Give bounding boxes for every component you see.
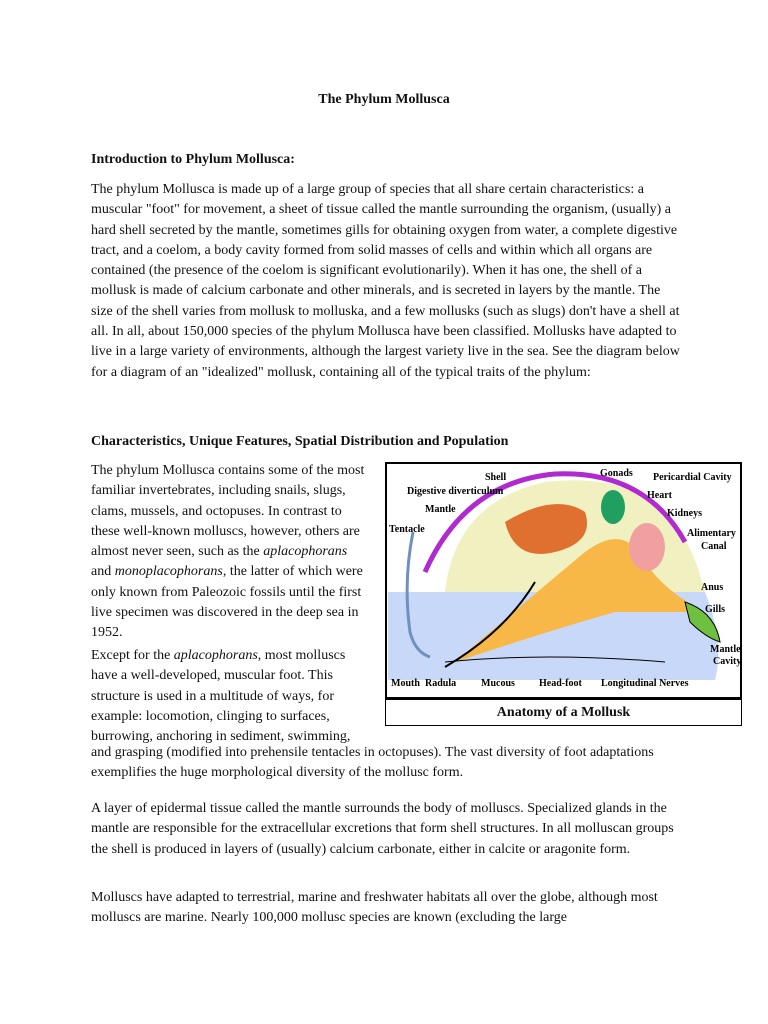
kidney-shape: [629, 523, 665, 571]
label-radula: Radula: [425, 678, 457, 689]
label-gills: Gills: [705, 604, 726, 615]
label-shell: Shell: [485, 472, 507, 483]
label-gonads: Gonads: [600, 468, 633, 479]
label-digestive-diverticulum: Digestive diverticulum: [407, 486, 504, 497]
heart-shape: [601, 490, 625, 524]
mollusk-anatomy-svg: [385, 462, 742, 699]
mantle-paragraph: A layer of epidermal tissue called the mantle surrounds the body of molluscs. Specialized glands in the mantle are responsible for the extracellular excretions that form shell structures. In all molluscan groups the shell is produced in layers of (usually) calcium carbonate, either in calcite or aragonite form.: [91, 801, 674, 857]
label-tentacle: Tentacle: [389, 524, 425, 535]
intro-heading: Introduction to Phylum Mollusca:: [91, 152, 295, 167]
label-mouth: Mouth: [391, 678, 420, 689]
intro-paragraph: The phylum Mollusca is made up of a large group of species that all share certain characteristics: a muscular "foot" for movement, a sheet of tissue called the mantle surrounding the organism, (usually) a hard shell secreted by the mantle, sometimes gills for obtaining oxygen from water, a complete digestive tract, and a coelom, a body cavity formed from solid masses of cells and within which all organs are contained (the presence of the coelom is significant evolutionarily). When it has one, the shell of a mollusk is made of calcium carbonate and other minerals, and is secreted in layers by the mantle. The size of the shell varies from mollusk to molluska, and a few mollusks (such as slugs) don't have a shell at all. In all, about 150,000 species of the phylum Mollusca have been classified. Mollusks have adapted to live in a large variety of environments, although the largest variety live in the sea. See the diagram below for a diagram of an "idealized" mollusk, containing all of the typical traits of the phylum:: [91, 182, 680, 380]
characteristics-paragraph-1: The phylum Mollusca contains some of the most familiar invertebrates, including snails, slugs, clams, mussels, and octopuses. In contrast to these well-known molluscs, however, others are almost never seen, such as the aplacophorans and monoplacophorans, the latter of which were only known from Paleozoic fossils until the first live specimen was discovered in the deep sea in 1952.: [91, 463, 365, 641]
label-kidneys: Kidneys: [667, 508, 703, 519]
label-mucous: Mucous: [481, 678, 515, 689]
figure-caption: Anatomy of a Mollusk: [385, 699, 742, 726]
label-alimentary: Alimentary: [687, 528, 736, 539]
label-longitudinal-nerves: Longitudinal Nerves: [601, 678, 689, 689]
label-cavity: Cavity: [713, 656, 742, 667]
page-title: The Phylum Mollusca: [318, 92, 450, 107]
label-mantle-cavity: Mantle: [710, 644, 741, 655]
label-heart: Heart: [647, 490, 672, 501]
foot-adaptation-paragraph: and grasping (modified into prehensile tentacles in octopuses). The vast diversity of foot adaptations exemplifies the huge morphological diversity of the mollusc form.: [91, 745, 654, 781]
characteristics-paragraph-2: Except for the aplacophorans, most molluscs have a well-developed, muscular foot. This structure is used in a multitude of ways, for example: locomotion, clinging to surfaces, burrowing, anchoring in sediment, swimming,: [91, 648, 351, 745]
label-head-foot: Head-foot: [539, 678, 582, 689]
label-mantle: Mantle: [425, 504, 456, 515]
label-canal: Canal: [701, 541, 727, 552]
label-anus: Anus: [701, 582, 724, 593]
characteristics-heading: Characteristics, Unique Features, Spatial Distribution and Population: [91, 434, 509, 449]
mollusk-anatomy-diagram: [385, 462, 742, 699]
label-pericardial-cavity: Pericardial Cavity: [653, 472, 732, 483]
habitat-paragraph: Molluscs have adapted to terrestrial, marine and freshwater habitats all over the globe, although most molluscs are marine. Nearly 100,000 mollusc species are known (excluding the large: [91, 890, 658, 926]
